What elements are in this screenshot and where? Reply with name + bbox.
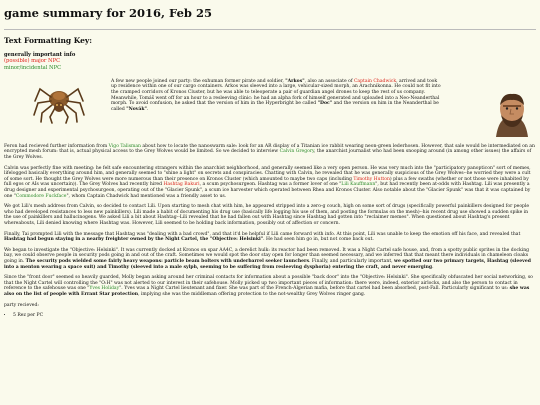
intro-section [4,79,536,141]
key-major-npc: (possible) major NPC [4,58,61,65]
divider [4,29,536,30]
party-received-label: party recieved: [4,302,39,308]
important-info: she was also on the list of people with Errant Star protection [4,286,530,297]
paragraph-calvin: Calvin was perfectly fine with meeting: he felt safe encountering strangers within the anarchist neighborhood, and generally seemed like a very open person. He was very much into the "participatory panopticon" sort of memes, lifelogged basically everything around him, and generally seemed to "shine a light" on secrets and conspiracies. Chatting with Calvin, he revealed that he was generally suspicious of the Grey Wolves--he worried they were a cult of some sort. He thought the Grey Wolves were more numerous than their presence on Kronos Cluster (which amounted to maybe two caps (including Timothy Hutton) plus a few swaths (whether or not those were inhabited by full egos or AIs was uncertain)). The Grey Wolves had recently hired Hashtag Bakuri, a scum psychosurgeon. Hashtag was a former lover of one "Lili Kauffmann", but had recently been at-odds with Hashtag. Lili was presently a drug designer and experimental psychosurgeon, operating out of the "Glacier Spunk", a scum ice harvester which operated between Rhea and Kronos Cluster. Also notable about the "Glacier Spunk" was that it was captained by one "Commodore Fuckface", whom Captain Chadwick had mentioned was a friendly asset to us. [4,165,531,199]
arkos-name: "Arkos" [285,78,305,84]
npc-link-hashtag[interactable]: Hashtag Bakuri [163,182,200,188]
npc-link-commodore[interactable]: Commodore Fuckface [15,193,67,199]
novak-name: "Novák" [126,106,147,112]
important-info: we spotted our two primary targets, Hashtag (sleeved into a menton wearing a space suit) and Timothy (sleeved into a male sylph, seeming to be suffering from resleeving dysphoria) entering the craft, and never emerging [4,258,531,270]
formatting-key [4,52,536,71]
npc-link-yves[interactable]: Yves Holiday [89,286,120,292]
doc-name: "Doc" [317,101,333,107]
party-received-list [13,313,536,319]
paragraph-intro: A few new people joined our party: the exhuman former pirate and soldier, "Arkos", also an associate of Captain Chadwick, arrived and took up residence within one of our cargo containers. Arkos was sleeved into a large, vehicular-sized morph, an Arachnikonna. He could not fit into the cramped corridors of Kronos Cluster, but he was able to teleoperate a pair of guardian angel drones to keep the rest of us company. Meanwhile, Tomáš went off for an hour to a resleeving clinic: he had an alpha fork of himself generated and uploaded into a Neo-Neanderthal morph. To avoid confusion, he asked that the version of him in the Hyperbright be called "Doc" and the version on him in the Neanderthal be called "Novák". [111,78,441,112]
paragraph-feron: Feron had recieved further information from Vigo Talisman about how to locate the nanoswarm sale: look for an AR display of a Titanian ice rabbit wearing neon-green lederhosen. However, that sale would be intermediated on an encrypted mesh forum: that is, actual physical access to the Grey Wolves would be limited. So we decided to interview Calvin Gregory, the anarchist journalist who had been snooping around (in among other issues) the affairs of the Grey Wolves. [4,143,535,161]
npc-link-timothy[interactable]: Timothy Hutton [353,176,390,182]
key-minor-npc: minor/incidental NPC [4,64,62,71]
paragraph-molly: Since the "front door" seemed so heavily guarded, Molly began asking around her criminal contacts for information about a possible "back door" into the "Objective: Helsinki". She specifically obfuscated her social networking, so that the Night Cartel will controlling the "O:H" was not alerted to our interest in their safehouse. Molly picked up two important pieces of information: there were, indeed, exterior airlocks, and also the person to contact in reference to the safehouse was one "Yves Holiday". Yves was a Night Cartel lieutenant and fixer. She was part of the French-Algerian mafia, before that cartel had been absorbed, post-Fall. Particularly significant to us: she was also on the list of people with Errant Star protection, implying she was the middleman offering protection to the not-wealthy Grey Wolves ringer gang. [4,275,533,297]
paragraph-tai: Finally, Tai prompted Lili with the message that Hashtag was "dealing with a bad crowd", and that it'd be helpful if Lili came forward with info. At this point, Lili was unable to keep the emotion off his face, and revealed that Hashtag had begun staying in a nearby freighter owned by the Night Cartel, the "Objective: Helsinki". He had seen him go in, but not come back out. [4,231,521,243]
arachnikonna-image [32,79,86,124]
npc-link-vigo[interactable]: Vigo Talisman [108,143,141,149]
npc-link-chadwick[interactable]: Captain Chadwick [353,78,397,84]
npc-link-calvin[interactable]: Calvin Gregory [279,149,314,155]
key-heading: Text Formatting Key: [4,36,93,45]
important-info: The security pods wielded some fairly heavy weapons: particle beam bolters with underbarrel seeker launchers [25,258,310,264]
page-title: game summary for 2016, Feb 25 [4,6,212,20]
important-info: Hashtag had begun staying in a nearby freighter owned by the Night Cartel, the "Objective: Helsinki" [4,237,264,243]
key-important: generally important info [4,52,76,58]
npc-link-lili[interactable]: Lili Kauffmann [341,182,376,188]
paragraph-lili: We got Lili's mesh address from Calvin, so decided to contact Lili. Upon starting to mesh chat with him, he appeared stripped into a zero-g couch, high on some sort of drugs (specifically powerful painkillers designed for people who had developed resistances to less new painkillers). Lili made a habit of documenting his drug use (basically life logging his use of them, and posting the formulas on the mesh)--his recent drug use showed a sudden spike in the use of painkillers and hallucinogens. We asked Lili a bit about Hashtag--Lili revealed that he had fallen out with Hashtag since Hashtag had gotten into "reclaimer memes". When questioned about Hashtag's present whereabouts, Lili denied knowing where Hashtag was. However, Lili seemed to be holding back information, possibly out of affection or concern. [4,204,530,227]
neanderthal-portrait [492,93,532,137]
paragraph-investigate: We began to investigate the "Objective: Helsinki". It was currently docked at Kronos on spar AA4C, a derelict hulk: its reactor had been removed. It was a Night Cartel safe house, and, from a spotty public sprites in the docking bay, we could observe people in security pods going in and out of the craft. Sometimes we would spot the door stay open for longer than seemed necessary, and we inferred that that meant there individuals in chameleon cloaks going in. The security pods wielded some fairly heavy weapons: particle beam bolters with underbarrel seeker launchers. Finally, and particularly important, we spotted our two primary targets, Hashtag (sleeved into a menton wearing a space suit) and Timothy (sleeved into a male sylph, seeming to be suffering from resleeving dysphoria) entering the craft, and never emerging. [4,247,531,270]
list-item: • 5 Rez per PC [13,313,536,319]
